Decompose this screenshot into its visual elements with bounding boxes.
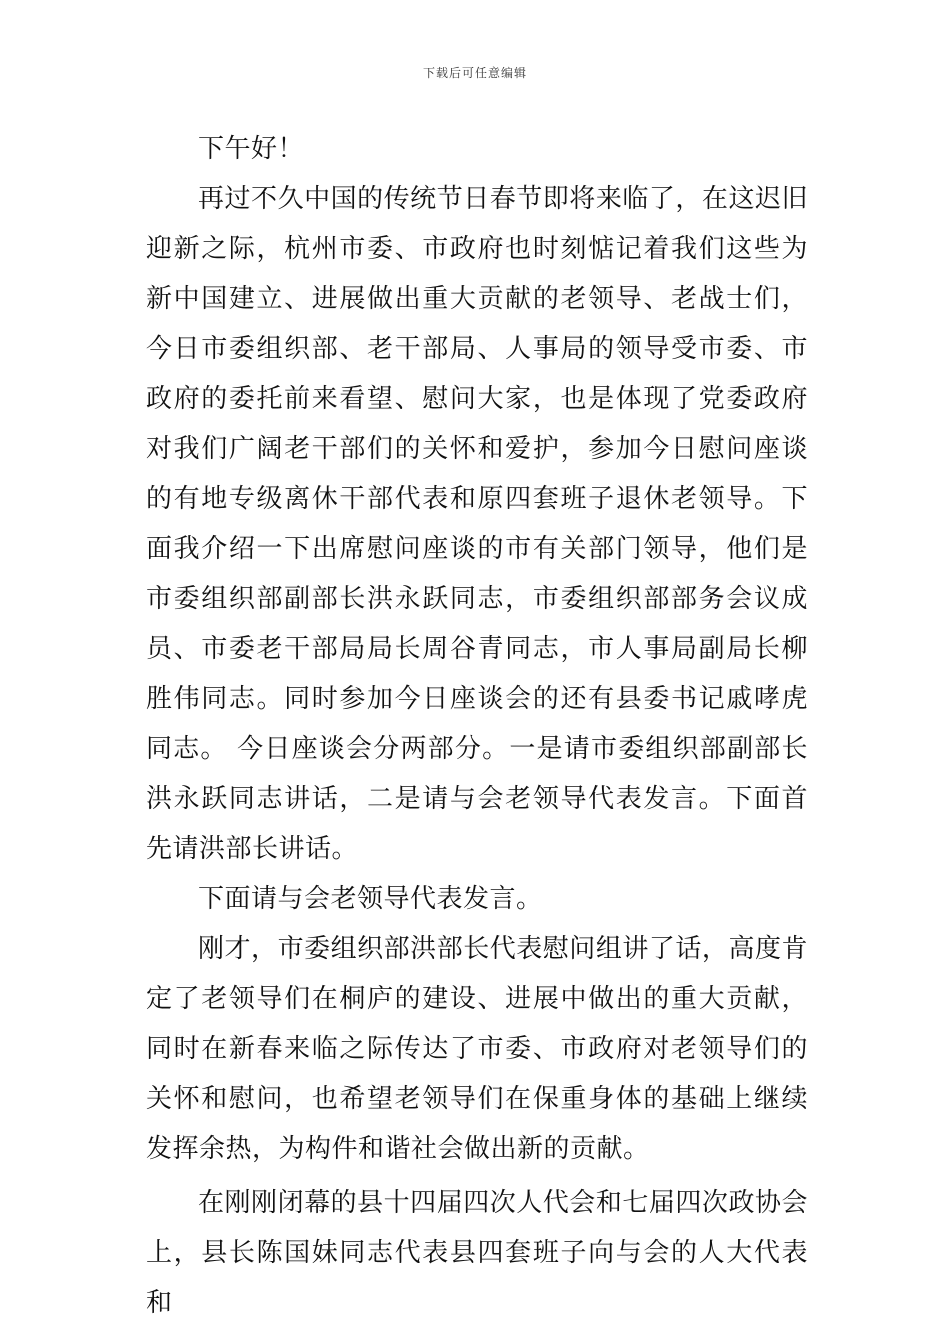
summary-paragraph: 刚才，市委组织部洪部长代表慰问组讲了话，高度肯定了老领导们在桐庐的建设、进展中做出的重大贡献，同时在新春来临之际传达了市委、市政府对老领导们的关怀和慰问，也希望老领导们在保重身体的基础上继续发挥余热，为构件和谐社会做出新的贡献。 <box>146 934 808 1164</box>
document-body <box>146 124 808 1328</box>
greeting-paragraph: 下午好！ <box>198 134 305 164</box>
intro-paragraph: 再过不久中国的传统节日春节即将来临了，在这迟旧迎新之际，杭州市委、市政府也时刻惦记着我们这些为新中国建立、进展做出重大贡献的老领导、老战士们，今日市委组织部、老干部局、人事局的领导受市委、市政府的委托前来看望、慰问大家，也是体现了党委政府对我们广阔老干部们的关怀和爱护，参加今日慰问座谈的有地专级离休干部代表和原四套班子退休老领导。下面我介绍一下出席慰问座谈的市有关部门领导，他们是市委组织部副部长洪永跃同志，市委组织部部务会议成员、市委老干部局局长周谷青同志，市人事局副局长柳胜伟同志。同时参加今日座谈会的还有县委书记戚哮虎同志。 今日座谈会分两部分。一是请市委组织部副部长洪永跃同志讲话，二是请与会老领导代表发言。下面首先请洪部长讲话。 <box>146 184 808 864</box>
speakers-paragraph: 下面请与会老领导代表发言。 <box>198 884 543 914</box>
header-note: 下载后可任意编辑 <box>422 66 527 80</box>
closing-paragraph: 在刚刚闭幕的县十四届四次人代会和七届四次政协会上，县长陈国妹同志代表县四套班子向与会的人大代表和 <box>146 1188 808 1318</box>
